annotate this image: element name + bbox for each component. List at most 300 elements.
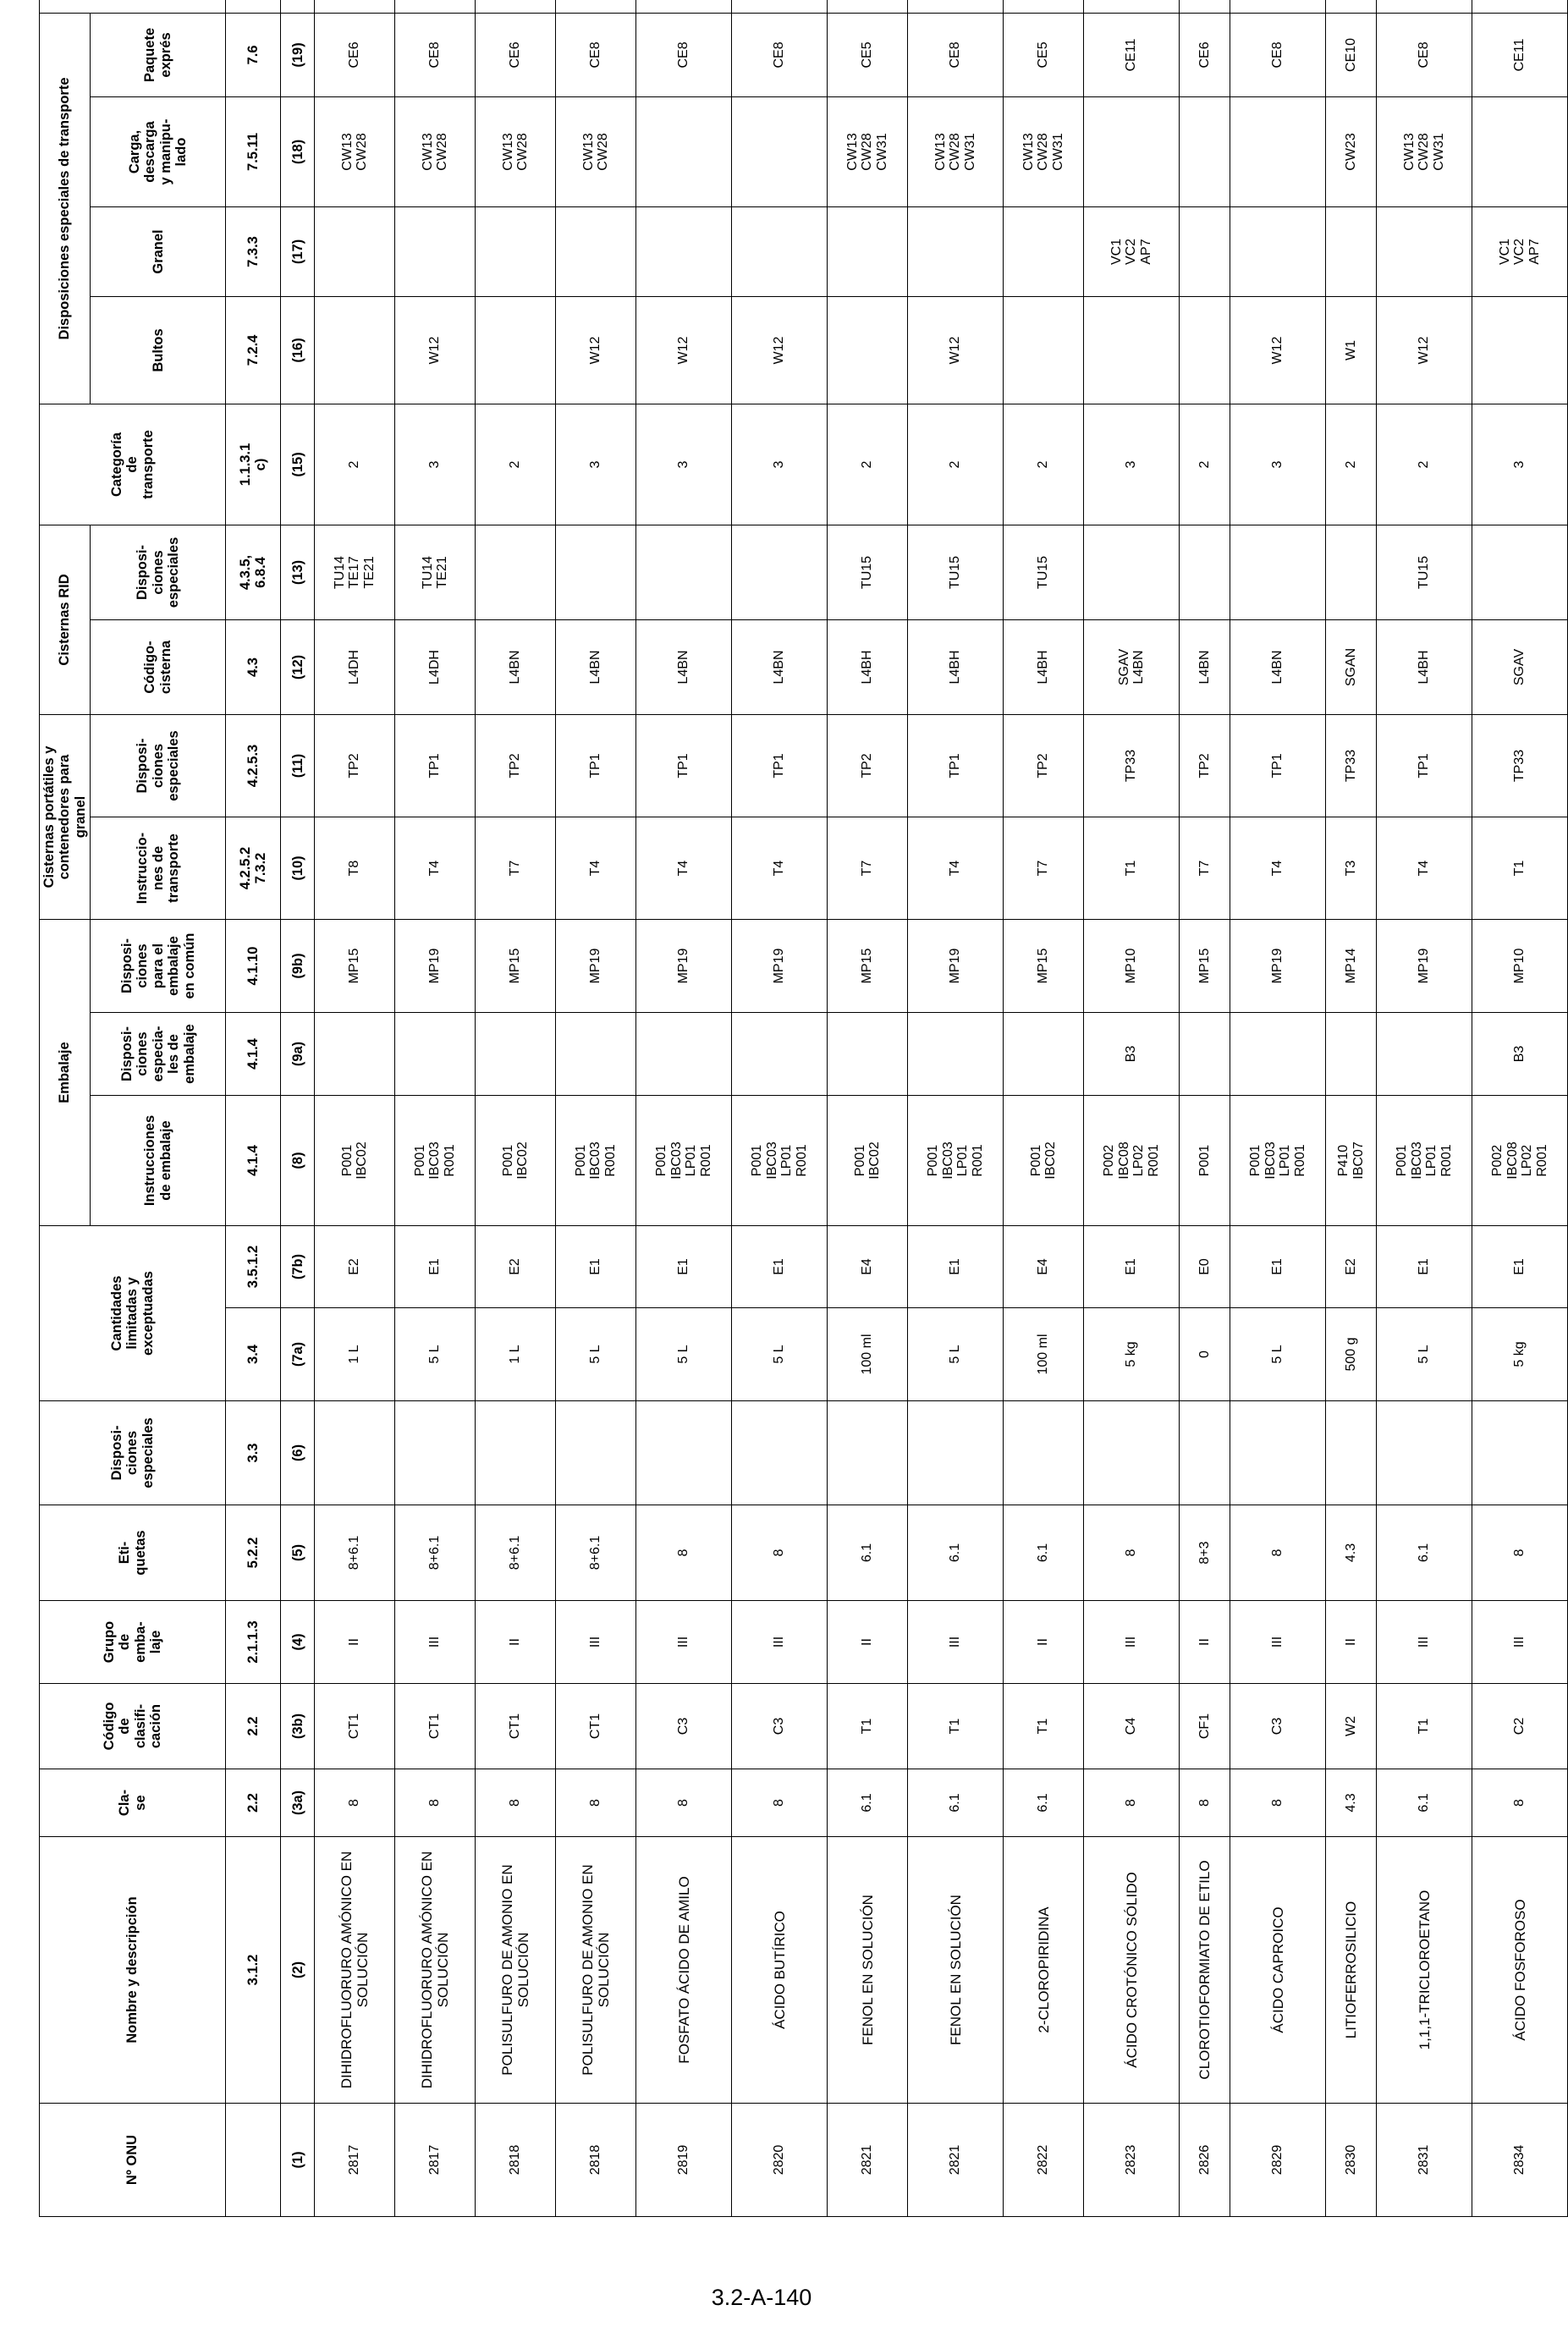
table-cell: II bbox=[828, 1601, 908, 1684]
column-number-cell-8: (7b) bbox=[281, 1226, 315, 1308]
table-cell: P001 IBC03 LP01 R001 bbox=[636, 1096, 732, 1226]
table-cell: P002 IBC08 LP02 R001 bbox=[1472, 1096, 1568, 1226]
header-un-number: Nº ONU bbox=[40, 2104, 226, 2217]
table-cell: TP1 bbox=[1377, 715, 1472, 817]
table-cell: CT1 bbox=[395, 1684, 476, 1769]
table-cell bbox=[1230, 96, 1326, 206]
table-cell: TP1 bbox=[636, 715, 732, 817]
table-cell: 8+6.1 bbox=[315, 1505, 395, 1601]
table-cell: C3 bbox=[732, 1684, 828, 1769]
table-cell bbox=[1084, 0, 1180, 13]
table-cell: T7 bbox=[828, 817, 908, 920]
table-cell: 8 bbox=[1472, 1505, 1568, 1601]
table-cell: CE6 bbox=[476, 13, 556, 96]
header-special-provisions: Disposi- ciones especiales bbox=[40, 1401, 226, 1505]
table-cell: W2 bbox=[1326, 1684, 1377, 1769]
column-number-cell-10: (9a) bbox=[281, 1013, 315, 1096]
table-cell: III bbox=[395, 1601, 476, 1684]
table-cell: 6.1 bbox=[908, 1769, 1004, 1837]
table-cell bbox=[395, 1401, 476, 1505]
table-cell: 8 bbox=[1230, 1769, 1326, 1837]
table-cell: C2 bbox=[1472, 1684, 1568, 1769]
table-cell: CE8 bbox=[556, 13, 636, 96]
header-special-packing-provisions: Disposi- ciones especia- les de embalaje bbox=[91, 1013, 226, 1096]
table-cell: T7 bbox=[476, 817, 556, 920]
table-cell bbox=[1472, 296, 1568, 404]
table-cell: TP2 bbox=[315, 715, 395, 817]
table-cell bbox=[1326, 0, 1377, 13]
table-cell bbox=[1180, 1401, 1230, 1505]
table-cell: CF1 bbox=[1180, 1684, 1230, 1769]
table-cell: T3 bbox=[1326, 817, 1377, 920]
table-cell: MP19 bbox=[1377, 920, 1472, 1013]
table-cell: P001 IBC02 bbox=[1004, 1096, 1084, 1226]
table-cell bbox=[1230, 1013, 1326, 1096]
reference-cell-11: 4.1.10 bbox=[226, 920, 281, 1013]
table-cell bbox=[1377, 1013, 1472, 1096]
table-cell: E2 bbox=[315, 1226, 395, 1308]
table-cell bbox=[1084, 296, 1180, 404]
substance-name-cell: FOSFATO ÁCIDO DE AMILO bbox=[636, 1837, 732, 2104]
table-cell: CE10 bbox=[1326, 13, 1377, 96]
substance-name-cell: POLISULFURO DE AMONIO EN SOLUCIÓN bbox=[476, 1837, 556, 2104]
table-cell: III bbox=[1084, 1601, 1180, 1684]
table-cell: CW13 CW28 CW31 bbox=[828, 96, 908, 206]
table-cell: P001 IBC02 bbox=[476, 1096, 556, 1226]
table-cell: C3 bbox=[1230, 1684, 1326, 1769]
table-cell: 2818 bbox=[556, 2104, 636, 2217]
table-cell bbox=[636, 96, 732, 206]
column-number-row bbox=[281, 0, 315, 2217]
table-cell: 2831 bbox=[1377, 2104, 1472, 2217]
table-cell bbox=[732, 525, 828, 619]
table-row bbox=[1084, 0, 1180, 2217]
table-cell: L4BN bbox=[636, 620, 732, 715]
reference-cell-14: 4.3 bbox=[226, 620, 281, 715]
table-cell: III bbox=[908, 1601, 1004, 1684]
table-cell: 5 kg bbox=[1472, 1308, 1568, 1401]
table-cell: 6.1 bbox=[828, 1505, 908, 1601]
table-cell bbox=[732, 1401, 828, 1505]
table-cell: L4BH bbox=[828, 620, 908, 715]
table-cell: C3 bbox=[636, 1684, 732, 1769]
table-cell: T1 bbox=[1084, 817, 1180, 920]
table-cell: 4.3 bbox=[1326, 1769, 1377, 1837]
table-cell bbox=[1180, 525, 1230, 619]
table-cell: 2 bbox=[1180, 404, 1230, 525]
table-cell: 1 L bbox=[476, 1308, 556, 1401]
table-cell: 5 L bbox=[732, 1308, 828, 1401]
table-cell: MP19 bbox=[732, 920, 828, 1013]
table-cell bbox=[476, 296, 556, 404]
table-cell: TP2 bbox=[1004, 715, 1084, 817]
table-cell: E1 bbox=[1084, 1226, 1180, 1308]
reference-row bbox=[226, 0, 281, 2217]
table-cell bbox=[556, 0, 636, 13]
table-row bbox=[1472, 0, 1568, 2217]
table-cell: 6.1 bbox=[1377, 1505, 1472, 1601]
table-cell bbox=[1004, 0, 1084, 13]
table-cell: TP2 bbox=[828, 715, 908, 817]
table-cell: 6.1 bbox=[1004, 1769, 1084, 1837]
table-cell bbox=[315, 1013, 395, 1096]
table-cell: P001 IBC02 bbox=[828, 1096, 908, 1226]
table-cell: 3 bbox=[395, 404, 476, 525]
table-cell: W12 bbox=[908, 296, 1004, 404]
table-cell: III bbox=[732, 1601, 828, 1684]
table-cell: T8 bbox=[315, 817, 395, 920]
table-cell bbox=[556, 206, 636, 296]
header-packaging: Embalaje bbox=[40, 920, 91, 1226]
table-cell: TU15 bbox=[1377, 525, 1472, 619]
table-cell: L4BH bbox=[1004, 620, 1084, 715]
table-cell bbox=[1326, 206, 1377, 296]
table-cell: III bbox=[636, 1601, 732, 1684]
column-number-cell-6: (6) bbox=[281, 1401, 315, 1505]
table-cell: VC1 VC2 AP7 bbox=[1472, 206, 1568, 296]
header-class: Cla- se bbox=[40, 1769, 226, 1837]
reference-cell-2: 2.2 bbox=[226, 1769, 281, 1837]
reference-cell-20: 7.6 bbox=[226, 13, 281, 96]
table-cell: CE11 bbox=[1084, 13, 1180, 96]
table-cell bbox=[556, 525, 636, 619]
table-cell: 2817 bbox=[315, 2104, 395, 2217]
table-cell: T4 bbox=[395, 817, 476, 920]
table-cell: 8 bbox=[476, 1769, 556, 1837]
table-cell bbox=[1180, 96, 1230, 206]
table-cell: 2821 bbox=[908, 2104, 1004, 2217]
reference-cell-5: 5.2.2 bbox=[226, 1505, 281, 1601]
table-cell: P001 IBC03 LP01 R001 bbox=[732, 1096, 828, 1226]
table-cell: 3 bbox=[732, 404, 828, 525]
table-cell bbox=[732, 1013, 828, 1096]
table-cell: T4 bbox=[556, 817, 636, 920]
table-cell: MP19 bbox=[908, 920, 1004, 1013]
column-number-cell-11: (9b) bbox=[281, 920, 315, 1013]
table-cell: 2823 bbox=[1084, 2104, 1180, 2217]
table-cell bbox=[1180, 296, 1230, 404]
table-cell: 4.3 bbox=[1326, 1505, 1377, 1601]
table-cell: E1 bbox=[732, 1226, 828, 1308]
table-cell: E2 bbox=[1326, 1226, 1377, 1308]
table-row bbox=[1180, 0, 1230, 2217]
reference-cell-15: 4.3.5, 6.8.4 bbox=[226, 525, 281, 619]
table-cell: L4BN bbox=[732, 620, 828, 715]
table-cell: T7 bbox=[1004, 817, 1084, 920]
table-cell: W1 bbox=[1326, 296, 1377, 404]
reference-cell-1: 3.1.2 bbox=[226, 1837, 281, 2104]
table-cell bbox=[315, 1401, 395, 1505]
header-hazard-id bbox=[40, 0, 226, 13]
table-cell: CT1 bbox=[476, 1684, 556, 1769]
column-number-cell-12: (10) bbox=[281, 817, 315, 920]
table-cell: MP19 bbox=[556, 920, 636, 1013]
table-cell: 2 bbox=[908, 404, 1004, 525]
table-cell bbox=[1230, 206, 1326, 296]
table-cell: L4BH bbox=[1377, 620, 1472, 715]
table-cell: L4DH bbox=[315, 620, 395, 715]
reference-cell-18: 7.3.3 bbox=[226, 206, 281, 296]
header-packing-instructions: Instrucciones de embalaje bbox=[91, 1096, 226, 1226]
table-cell bbox=[476, 206, 556, 296]
table-cell: T4 bbox=[908, 817, 1004, 920]
table-cell bbox=[636, 525, 732, 619]
substance-name-cell: POLISULFURO DE AMONIO EN SOLUCIÓN bbox=[556, 1837, 636, 2104]
table-cell bbox=[1472, 1401, 1568, 1505]
table-cell bbox=[395, 206, 476, 296]
header-portable-tanks: Cisternas portátiles y contenedores para granel bbox=[40, 715, 91, 920]
table-cell: TP2 bbox=[1180, 715, 1230, 817]
table-cell bbox=[1472, 0, 1568, 13]
header-labels: Eti- quetas bbox=[40, 1505, 226, 1601]
table-cell bbox=[1180, 1013, 1230, 1096]
dangerous-goods-table bbox=[39, 0, 1568, 2217]
substance-name-cell: CLOROTIOFORMIATO DE ETILO bbox=[1180, 1837, 1230, 2104]
table-cell bbox=[1377, 206, 1472, 296]
header-pt-instructions: Instruccio- nes de transporte bbox=[91, 817, 226, 920]
table-cell: P001 bbox=[1180, 1096, 1230, 1226]
table-cell: E1 bbox=[395, 1226, 476, 1308]
table-cell: III bbox=[1472, 1601, 1568, 1684]
table-cell bbox=[476, 1013, 556, 1096]
table-cell: SGAV bbox=[1472, 620, 1568, 715]
reference-cell-9: 4.1.4 bbox=[226, 1096, 281, 1226]
table-cell: MP19 bbox=[1230, 920, 1326, 1013]
table-cell bbox=[828, 296, 908, 404]
table-cell: 8 bbox=[1084, 1769, 1180, 1837]
table-cell: 6.1 bbox=[1377, 1769, 1472, 1837]
table-cell: 2817 bbox=[395, 2104, 476, 2217]
table-cell bbox=[908, 206, 1004, 296]
table-cell: E1 bbox=[1472, 1226, 1568, 1308]
table-cell bbox=[315, 296, 395, 404]
table-cell: 2 bbox=[828, 404, 908, 525]
table-cell: SGAN bbox=[1326, 620, 1377, 715]
table-cell: T4 bbox=[1230, 817, 1326, 920]
table-cell: W12 bbox=[636, 296, 732, 404]
table-cell: CE8 bbox=[1230, 13, 1326, 96]
table-cell: VC1 VC2 AP7 bbox=[1084, 206, 1180, 296]
table-cell: CE6 bbox=[1180, 13, 1230, 96]
table-cell: TP1 bbox=[732, 715, 828, 817]
table-cell: T1 bbox=[1004, 1684, 1084, 1769]
header-mixed-packing-provisions: Disposi- ciones para el embalaje en común bbox=[91, 920, 226, 1013]
table-cell: P001 IBC03 LP01 R001 bbox=[1377, 1096, 1472, 1226]
table-cell bbox=[828, 0, 908, 13]
column-number-cell-1: (2) bbox=[281, 1837, 315, 2104]
table-cell: II bbox=[476, 1601, 556, 1684]
table-cell bbox=[476, 1401, 556, 1505]
table-cell: T7 bbox=[1180, 817, 1230, 920]
table-cell: E1 bbox=[1377, 1226, 1472, 1308]
table-cell: III bbox=[1377, 1601, 1472, 1684]
column-number-cell-9: (8) bbox=[281, 1096, 315, 1226]
table-cell: 8 bbox=[732, 1769, 828, 1837]
table-cell: II bbox=[315, 1601, 395, 1684]
table-cell: CW13 CW28 CW31 bbox=[1377, 96, 1472, 206]
table-cell: 8 bbox=[395, 1769, 476, 1837]
table-cell bbox=[1230, 0, 1326, 13]
table-cell: CE5 bbox=[1004, 13, 1084, 96]
header-classification-code: Código de clasifi- cación bbox=[40, 1684, 226, 1769]
reference-cell-6: 3.3 bbox=[226, 1401, 281, 1505]
table-cell bbox=[1084, 1401, 1180, 1505]
column-number-cell-16: (15) bbox=[281, 404, 315, 525]
table-cell: CW13 CW28 bbox=[556, 96, 636, 206]
table-cell: 5 L bbox=[636, 1308, 732, 1401]
table-cell: E0 bbox=[1180, 1226, 1230, 1308]
table-cell: 8 bbox=[636, 1769, 732, 1837]
table-cell: B3 bbox=[1472, 1013, 1568, 1096]
table-cell: MP14 bbox=[1326, 920, 1377, 1013]
table-cell: MP10 bbox=[1084, 920, 1180, 1013]
table-cell: 8+6.1 bbox=[476, 1505, 556, 1601]
substance-name-cell: FENOL EN SOLUCIÓN bbox=[828, 1837, 908, 2104]
table-cell bbox=[556, 1013, 636, 1096]
table-cell: CE8 bbox=[908, 13, 1004, 96]
table-cell: 2 bbox=[1004, 404, 1084, 525]
table-cell: W12 bbox=[732, 296, 828, 404]
table-row bbox=[556, 0, 636, 2217]
table-cell: 3 bbox=[636, 404, 732, 525]
table-cell: T1 bbox=[828, 1684, 908, 1769]
header-transport-category: Categoría de transporte bbox=[40, 404, 226, 525]
table-cell: 2818 bbox=[476, 2104, 556, 2217]
table-cell: 3 bbox=[1230, 404, 1326, 525]
table-cell bbox=[395, 0, 476, 13]
table-cell bbox=[908, 0, 1004, 13]
table-cell: 3 bbox=[1472, 404, 1568, 525]
table-cell: W12 bbox=[395, 296, 476, 404]
table-cell: 3 bbox=[556, 404, 636, 525]
table-cell: MP15 bbox=[828, 920, 908, 1013]
reference-cell-10: 4.1.4 bbox=[226, 1013, 281, 1096]
table-cell bbox=[1326, 1013, 1377, 1096]
table-cell: CE11 bbox=[1472, 13, 1568, 96]
table-cell: TU15 bbox=[828, 525, 908, 619]
table-cell: CW13 CW28 bbox=[476, 96, 556, 206]
table-cell: 2821 bbox=[828, 2104, 908, 2217]
substance-name-cell: ÁCIDO FOSFOROSO bbox=[1472, 1837, 1568, 2104]
table-cell: TU15 bbox=[908, 525, 1004, 619]
table-cell: 1 L bbox=[315, 1308, 395, 1401]
column-number-cell-2: (3a) bbox=[281, 1769, 315, 1837]
table-cell bbox=[1004, 1401, 1084, 1505]
column-number-cell-20: (19) bbox=[281, 13, 315, 96]
reference-cell-13: 4.2.5.3 bbox=[226, 715, 281, 817]
table-cell: 100 ml bbox=[1004, 1308, 1084, 1401]
reference-cell-4: 2.1.1.3 bbox=[226, 1601, 281, 1684]
table-cell: 0 bbox=[1180, 1308, 1230, 1401]
table-cell: 5 L bbox=[908, 1308, 1004, 1401]
column-number-cell-7: (7a) bbox=[281, 1308, 315, 1401]
table-cell: 2826 bbox=[1180, 2104, 1230, 2217]
table-cell: CW13 CW28 CW31 bbox=[908, 96, 1004, 206]
table-cell bbox=[1180, 206, 1230, 296]
table-cell: E1 bbox=[556, 1226, 636, 1308]
table-cell bbox=[1377, 0, 1472, 13]
table-cell: W12 bbox=[556, 296, 636, 404]
table-cell: II bbox=[1326, 1601, 1377, 1684]
table-cell: 2 bbox=[1377, 404, 1472, 525]
table-cell: 500 g bbox=[1326, 1308, 1377, 1401]
table-cell: TP2 bbox=[476, 715, 556, 817]
table-cell bbox=[476, 525, 556, 619]
header-bulk: Granel bbox=[91, 206, 226, 296]
column-number-cell-14: (12) bbox=[281, 620, 315, 715]
table-cell bbox=[476, 0, 556, 13]
table-cell: 2 bbox=[315, 404, 395, 525]
table-row bbox=[828, 0, 908, 2217]
column-number-cell-15: (13) bbox=[281, 525, 315, 619]
table-cell: CE6 bbox=[315, 13, 395, 96]
header-express-parcel: Paquete exprés bbox=[91, 13, 226, 96]
table-cell: L4BN bbox=[476, 620, 556, 715]
table-cell bbox=[636, 1401, 732, 1505]
header-limited-quantities: Cantidades limitadas y exceptuadas bbox=[40, 1226, 226, 1401]
table-cell: CW13 CW28 bbox=[395, 96, 476, 206]
table-cell: E2 bbox=[476, 1226, 556, 1308]
table-cell: W12 bbox=[1230, 296, 1326, 404]
table-cell bbox=[732, 206, 828, 296]
table-cell: E1 bbox=[1230, 1226, 1326, 1308]
column-number-cell-17: (16) bbox=[281, 296, 315, 404]
table-row bbox=[476, 0, 556, 2217]
table-cell bbox=[1472, 525, 1568, 619]
table-cell bbox=[828, 1013, 908, 1096]
table-cell: CE8 bbox=[732, 13, 828, 96]
table-cell bbox=[1472, 96, 1568, 206]
header-name: Nombre y descripción bbox=[40, 1837, 226, 2104]
table-cell: CT1 bbox=[315, 1684, 395, 1769]
table-row bbox=[395, 0, 476, 2217]
table-cell: T1 bbox=[908, 1684, 1004, 1769]
table-cell: CW13 CW28 CW31 bbox=[1004, 96, 1084, 206]
table-cell: 3 bbox=[1084, 404, 1180, 525]
table-cell: L4BN bbox=[1180, 620, 1230, 715]
header-pt-special-provisions: Disposi- ciones especiales bbox=[91, 715, 226, 817]
table-cell: TP1 bbox=[395, 715, 476, 817]
table-cell: MP15 bbox=[1004, 920, 1084, 1013]
table-cell: 2829 bbox=[1230, 2104, 1326, 2217]
table-row bbox=[1230, 0, 1326, 2217]
table-cell bbox=[1084, 525, 1180, 619]
table-cell: L4BH bbox=[908, 620, 1004, 715]
reference-cell-17: 7.2.4 bbox=[226, 296, 281, 404]
column-number-cell-13: (11) bbox=[281, 715, 315, 817]
column-number-cell-5: (5) bbox=[281, 1505, 315, 1601]
table-cell: P001 IBC03 R001 bbox=[556, 1096, 636, 1226]
table-cell: TU14 TE21 bbox=[395, 525, 476, 619]
table-cell: 5 L bbox=[395, 1308, 476, 1401]
table-cell: TP33 bbox=[1326, 715, 1377, 817]
table-cell bbox=[828, 206, 908, 296]
table-cell bbox=[1230, 1401, 1326, 1505]
table-cell: MP10 bbox=[1472, 920, 1568, 1013]
table-cell bbox=[315, 0, 395, 13]
header-tank-code: Código- cisterna bbox=[91, 620, 226, 715]
table-cell: E4 bbox=[828, 1226, 908, 1308]
table-cell: 8 bbox=[556, 1769, 636, 1837]
table-cell: SGAV L4BN bbox=[1084, 620, 1180, 715]
reference-cell-21 bbox=[226, 0, 281, 13]
table-cell: CW13 CW28 bbox=[315, 96, 395, 206]
reference-cell-12: 4.2.5.2 7.3.2 bbox=[226, 817, 281, 920]
table-cell: TU15 bbox=[1004, 525, 1084, 619]
table-cell bbox=[828, 1401, 908, 1505]
table-cell: II bbox=[1180, 1601, 1230, 1684]
table-cell: L4BN bbox=[556, 620, 636, 715]
